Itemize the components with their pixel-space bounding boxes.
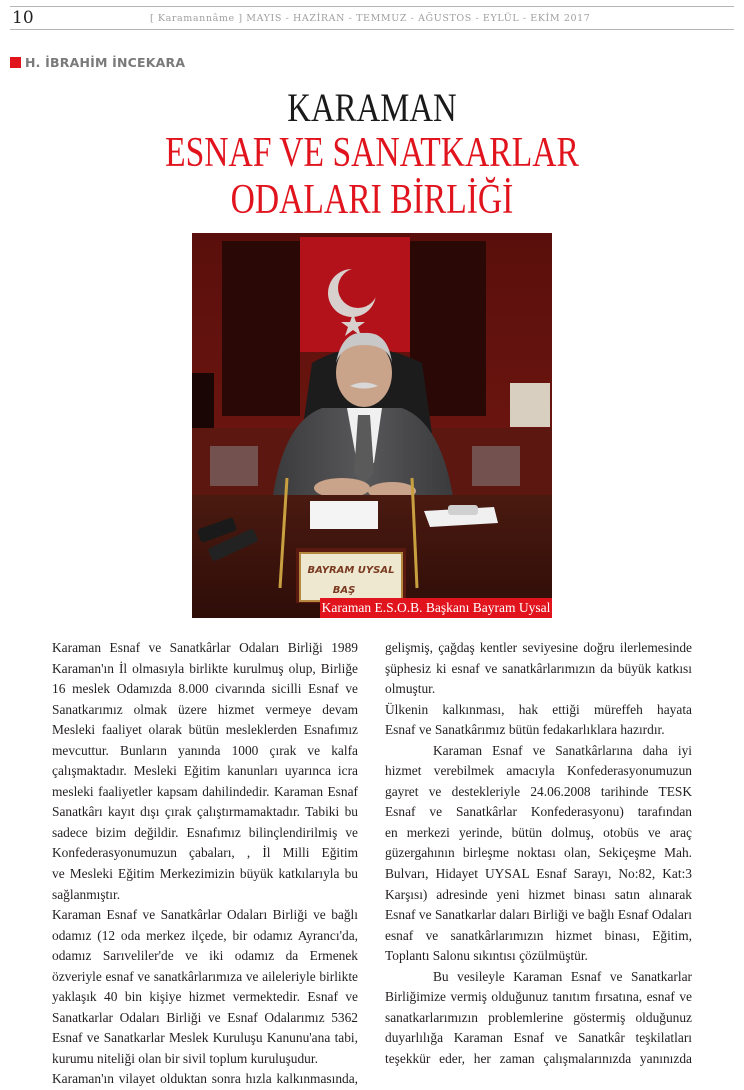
text-line: Bulvarı, Hidayet UYSAL Esnaf Sarayı, No:82, Kat:3 — [385, 866, 692, 882]
text-line: Esnaf ve Sanatkarlar daları Birliği ve bağlı Esnaf Odaları — [385, 907, 692, 923]
text-line: Ülkenin kalkınması, hak ettiği müreffeh hayata — [385, 701, 692, 717]
text-line: Karaman Esnaf ve Sanatkârlar Odaları Birliği ve bağlı — [52, 907, 358, 923]
author-name: H. İBRAHİM İNCEKARA — [25, 55, 186, 70]
author-marker-icon — [10, 57, 21, 68]
header-top-rule — [10, 6, 734, 7]
text-line: duyarlılığa Karaman Esnaf ve Sanatkâr teşkilatları — [385, 1030, 692, 1046]
article-column-left — [52, 638, 358, 1090]
office-scene-illustration — [192, 233, 552, 618]
page-number: 10 — [12, 8, 34, 28]
notepad — [310, 501, 378, 529]
text-line: kurumu niteliği olan bir sivil toplum kuruluşudur. — [52, 1050, 318, 1066]
photo-caption: Karaman E.S.O.B. Başkanı Bayram Uysal — [320, 598, 552, 618]
text-line: olmuştur. — [385, 681, 436, 697]
text-line: güzergahının birleşme noktası olan, Sekiçeşme Mah. — [385, 845, 692, 861]
header-bottom-rule — [10, 29, 734, 30]
text-line: ve Mesleki Eğitim Merkezimizin büyük katkılarıyla bu — [52, 866, 358, 882]
text-line: Karaman Esnaf ve Sanatkârlar Odaları Birliği 1989 — [52, 640, 358, 655]
text-line: teşekkür eder, her zaman çalışmalarınızda yanınızda — [385, 1050, 692, 1066]
headline-line-3: ODALARI BİRLİĞİ — [230, 177, 514, 223]
text-line: Esnaf ve Sanatkarlar Meslek Kuruluşu Kanunu'ana tabi, — [52, 1030, 358, 1046]
text-line: Sanatkârı kayıt dışı çırak çalıştırmamaktadır. Tabiki bu — [52, 804, 358, 820]
text-line: odamız (12 oda merkez ilçede, bir odamız Ayrancı'da, — [52, 927, 358, 943]
headline-line-1: KARAMAN — [287, 85, 457, 130]
text-line: Toplantı Salonu sıkıntısı çözülmüştür. — [385, 948, 588, 964]
text-line: Karaman'ın İl olmasıyla birlikte kurulmuş olup, Birliğe — [52, 660, 358, 676]
text-line: Esnaf ve Sanatkârlar Konfederasyonu) tarafından — [385, 804, 692, 820]
text-line: hizmet verebilmek amacıyla Konfederasyonumuzun — [385, 763, 692, 779]
text-line: Konfederasyonumuzun çabaları, , İl Milli Eğitim — [52, 845, 358, 861]
running-title: [ Karamannâme ] MAYIS - HAZİRAN - TEMMUZ - AĞUSTOS - EYLÜL - EKİM 2017 — [150, 13, 591, 24]
text-line: Birliğimize vermiş olduğunuz tanıtım fırsatına, esnaf ve — [385, 989, 692, 1005]
text-line: mesleki faaliyetler kapsam dahilindedir. Karaman Esnaf — [52, 783, 358, 799]
text-line: çalışmaktadır. Mesleki Eğitim kanunları uyarınca icra — [52, 763, 358, 779]
text-line: yaklaşık 40 bin kişiye hizmet vermektedir. Esnaf ve — [52, 989, 358, 1005]
article-column-right — [385, 638, 692, 1069]
text-line: Bu vesileyle Karaman Esnaf ve Sanatkarlar — [433, 968, 692, 984]
text-line: şüphesiz ki esnaf ve sanatkârlarımızın da büyük katkısı — [385, 660, 692, 676]
text-line: Karaman'ın vilayet olduktan sonra hızla kalkınmasında, — [52, 1071, 358, 1087]
text-line: 16 meslek Odamızda 8.000 civarında sicilli Esnaf ve — [52, 681, 358, 697]
text-line: özveriyle esnaf ve sanatkârlarımıza ve aileleriyle birlikte — [52, 968, 358, 984]
text-line: gayret ve destekleriyle 24.06.2008 tarihinde TESK — [385, 783, 692, 799]
nameplate-title: BAŞ — [332, 585, 356, 596]
text-line: odamız Sarıveliler'de ve iki odamız da Ermenek — [52, 948, 358, 964]
text-line: esnaf ve sanatkârlarımızın hizmet binası, Eğitim, — [385, 927, 692, 943]
text-line: Karşısı) adresinde yeni hizmet binası satın alınarak — [385, 886, 692, 902]
nameplate-name: BAYRAM UYSAL — [307, 565, 395, 576]
text-line: Mesleki faaliyet olarak bütün mesleklerden Esnafımız — [52, 722, 358, 738]
text-line: Sanatkarlar Odaları Birliği ve Esnaf Odalarımız 5362 — [52, 1009, 358, 1025]
text-line: sadece bizim değildir. Esnafımız bilinçlendirilmiş ve — [52, 824, 358, 840]
text-line: Karaman Esnaf ve Sanatkârlarına daha iyi — [433, 742, 692, 758]
portrait-photo — [192, 233, 552, 618]
text-line: Esnaf ve Sanatkârımız bütün fedakarlıklara hazırdır. — [385, 722, 665, 738]
text-line: sağlanmıştır. — [52, 886, 121, 902]
headline-line-2: ESNAF VE SANATKARLAR — [165, 130, 579, 176]
wall-panel-left — [222, 241, 300, 416]
text-line: en merkezi yerinde, bütün dolmuş, otobüs ve araç — [385, 824, 692, 840]
text-line: Sanatkarımız olmak üzere hizmet vermeye devam — [52, 701, 358, 717]
text-line: mevcuttur. Bunların yanında 1000 çırak ve kalfa — [52, 742, 358, 758]
mobile-phone — [448, 505, 478, 515]
text-line: sanatkarlarımızın problemlerine göstermiş olduğunuz — [385, 1009, 692, 1025]
text-line: gelişmiş, çağdaş kentler seviyesine doğru ilerlemesinde — [385, 640, 692, 655]
